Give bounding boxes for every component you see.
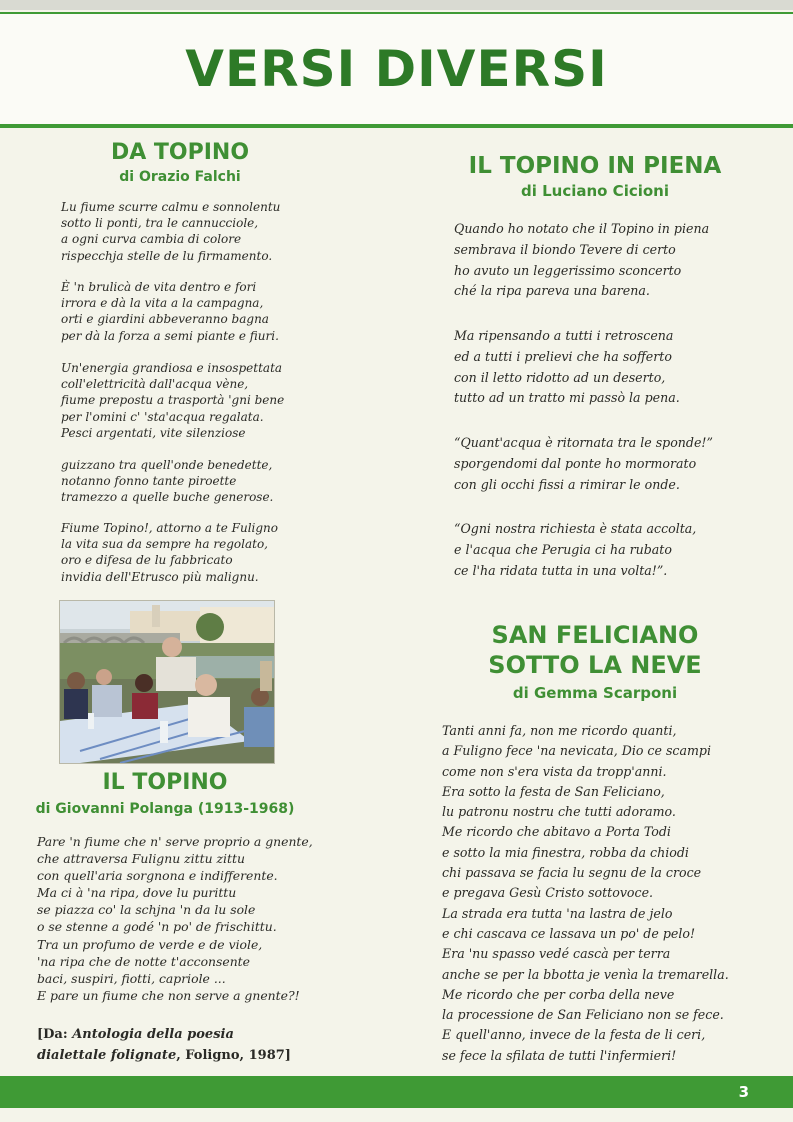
poem1-stanza-2: [61, 279, 279, 344]
poem-line: rispecchja stelle de lu firmamento.: [61, 248, 273, 263]
poem-line: sporgendomi dal ponte ho mormorato: [454, 455, 697, 471]
poem-line: e chi cascava ce lassava un po' de pelo!: [442, 925, 696, 941]
poem-line: se piazza co' la schjna 'n da lu sole: [37, 902, 256, 918]
poem1-title: DA TOPINO: [110, 140, 250, 165]
poem3-title: IL TOPINO IN PIENA: [468, 153, 722, 179]
top-edge: [0, 0, 793, 10]
poem-line: con gli occhi fissi a rimirar le onde.: [454, 476, 680, 492]
poem-line: a Fuligno fece 'na nevicata, Dio ce scampi: [442, 743, 712, 759]
poem-line: se fece la sfilata de tutti l'infermieri!: [442, 1047, 677, 1063]
poem-line: 'na ripa che de notte t'acconsente: [37, 953, 250, 969]
poem-line: chi passava se facia lu segnu de la croce: [442, 865, 702, 881]
poem-line: Lu fiume scurre calmu e sonnolentu: [61, 200, 281, 214]
poem-line: “Quant'acqua è ritornata tra le sponde!”: [454, 435, 713, 450]
poem-line: fiume prepostu a trasportà 'gni bene: [61, 393, 285, 408]
poem3-stanza-3: [454, 433, 713, 495]
source-citation: [37, 1024, 292, 1066]
poem-line: che attraversa Fulignu zittu zittu: [37, 851, 245, 867]
poem4-author: di Gemma Scarponi: [512, 684, 678, 702]
source-suffix: , Foligno, 1987]: [176, 1048, 291, 1063]
poem3-stanza-4: [454, 519, 696, 581]
poem-line: Pare 'n fiume che n' serve proprio a gnente,: [37, 834, 313, 849]
poem1-stanza-3: [61, 360, 284, 441]
poem-line: irrora e dà la vita a la campagna,: [61, 296, 264, 311]
poem-line: ché la ripa pareva una barena.: [454, 283, 650, 299]
poem-line: con quell'aria sorgnona e indifferente.: [37, 868, 278, 884]
poem-line: a ogni curva cambia di colore: [61, 232, 242, 247]
poem-line: tramezzo a quelle buche generose.: [61, 490, 274, 505]
poem4-title-line1: SAN FELICIANO: [491, 621, 699, 649]
poem3-stanza-1: [454, 219, 709, 302]
photo-illustration: [60, 601, 274, 763]
river-picnic-photo: [59, 600, 275, 764]
poem4-stanza: [442, 721, 729, 1066]
poem-line: la processione de San Feliciano non se fece.: [442, 1007, 724, 1023]
poem-line: Un'energia grandiosa e insospettata: [61, 361, 283, 375]
poem-line: Ma ci à 'na ripa, dove lu purittu: [37, 885, 237, 901]
page-title: VERSI DIVERSI: [185, 40, 608, 98]
poem-line: orti e giardini abbeveranno bagna: [61, 312, 269, 327]
poem-line: Me ricordo che abitavo a Porta Todi: [442, 824, 671, 840]
poem-line: la vita sua da sempre ha regolato,: [61, 537, 268, 552]
poem-line: E pare un fiume che non serve a gnente?!: [37, 987, 300, 1003]
source-prefix: [Da:: [37, 1027, 73, 1042]
poem1-stanza-1: [61, 199, 280, 264]
poem4-title-line2: SOTTO LA NEVE: [488, 651, 702, 679]
poem-line: Tra un profumo de verde e de viole,: [37, 936, 263, 952]
poem-line: con il letto ridotto ad un deserto,: [454, 369, 666, 385]
poem-line: Era sotto la festa de San Feliciano,: [442, 783, 665, 799]
footer-band: [0, 1076, 793, 1108]
poem-line: Ma ripensando a tutti i retroscena: [454, 328, 674, 343]
poem-line: anche se per la bbotta je venìa la tremarella.: [442, 966, 729, 982]
poem-line: Era 'nu spasso vedé cascà per terra: [442, 946, 671, 962]
page-number: 3: [738, 1083, 749, 1101]
poem-line: oro e difesa de lu fabbricato: [61, 553, 233, 568]
poem-line: o se stenne a godé 'n po' de frischittu.: [37, 919, 277, 935]
poem-line: e sotto la mia finestra, robba da chiodi: [442, 844, 689, 860]
poem-line: “Ogni nostra richiesta è stata accolta,: [454, 521, 697, 536]
poem-line: invidia dell'Etrusco più malignu.: [61, 569, 259, 584]
poem-line: ho avuto un leggerissimo sconcerto: [454, 262, 682, 278]
poem-line: È 'n brulicà de vita dentro e fori: [61, 280, 257, 294]
poem1-stanza-4: [61, 457, 273, 506]
poem-line: E quell'anno, invece de la festa de li ceri,: [442, 1027, 706, 1043]
poem-line: notanno fonno tante piroette: [61, 474, 237, 489]
poem-line: baci, suspiri, fiotti, capriole ...: [37, 970, 226, 986]
poem-line: ed a tutti i prelievi che ha sofferto: [454, 348, 672, 364]
poem-line: ce l'ha ridata tutta in una volta!”.: [454, 562, 668, 578]
poem-line: e l'acqua che Perugia ci ha rubato: [454, 541, 672, 557]
poem2-author: di Giovanni Polanga (1913-1968): [35, 801, 295, 817]
masthead: [0, 14, 793, 126]
poem-line: Tanti anni fa, non me ricordo quanti,: [442, 723, 677, 738]
poem3-stanza-2: [454, 326, 680, 409]
poem2-stanza: [37, 833, 313, 1004]
poem1-stanza-5: [61, 520, 278, 585]
poem-line: coll'elettricità dall'acqua vène,: [61, 377, 249, 392]
poem-line: tutto ad un tratto mi passò la pena.: [454, 390, 680, 406]
poem1-author: di Orazio Falchi: [119, 169, 241, 185]
poem-line: Me ricordo che per corba della neve: [442, 986, 675, 1002]
poem-line: La strada era tutta 'na lastra de jelo: [442, 905, 673, 921]
poem-line: lu patronu nostru che tutti adoramo.: [442, 804, 676, 820]
poem-line: Quando ho notato che il Topino in piena: [454, 221, 710, 236]
poem-line: come non s'era vista da tropp'anni.: [442, 763, 667, 779]
poem-line: guizzano tra quell'onde benedette,: [61, 458, 273, 472]
poem-line: Fiume Topino!, attorno a te Fuligno: [61, 521, 279, 535]
poem2-title: IL TOPINO: [102, 770, 228, 795]
source-title: Antologia della poesia dialettale folignate: [37, 1027, 234, 1063]
poem-line: Pesci argentati, vite silenziose: [61, 425, 246, 440]
poem-line: sotto li ponti, tra le cannucciole,: [61, 216, 259, 231]
poem-line: sembrava il biondo Tevere di certo: [454, 241, 676, 257]
poem3-author: di Luciano Cicioni: [520, 182, 669, 200]
poem-line: per l'omini c' 'sta'acqua regalata.: [61, 409, 264, 424]
header-green-rule: [0, 124, 793, 128]
poem-line: e pregava Gesù Cristo sottovoce.: [442, 885, 654, 901]
poem-line: per dà la forza a semi piante e fiuri.: [61, 328, 279, 343]
